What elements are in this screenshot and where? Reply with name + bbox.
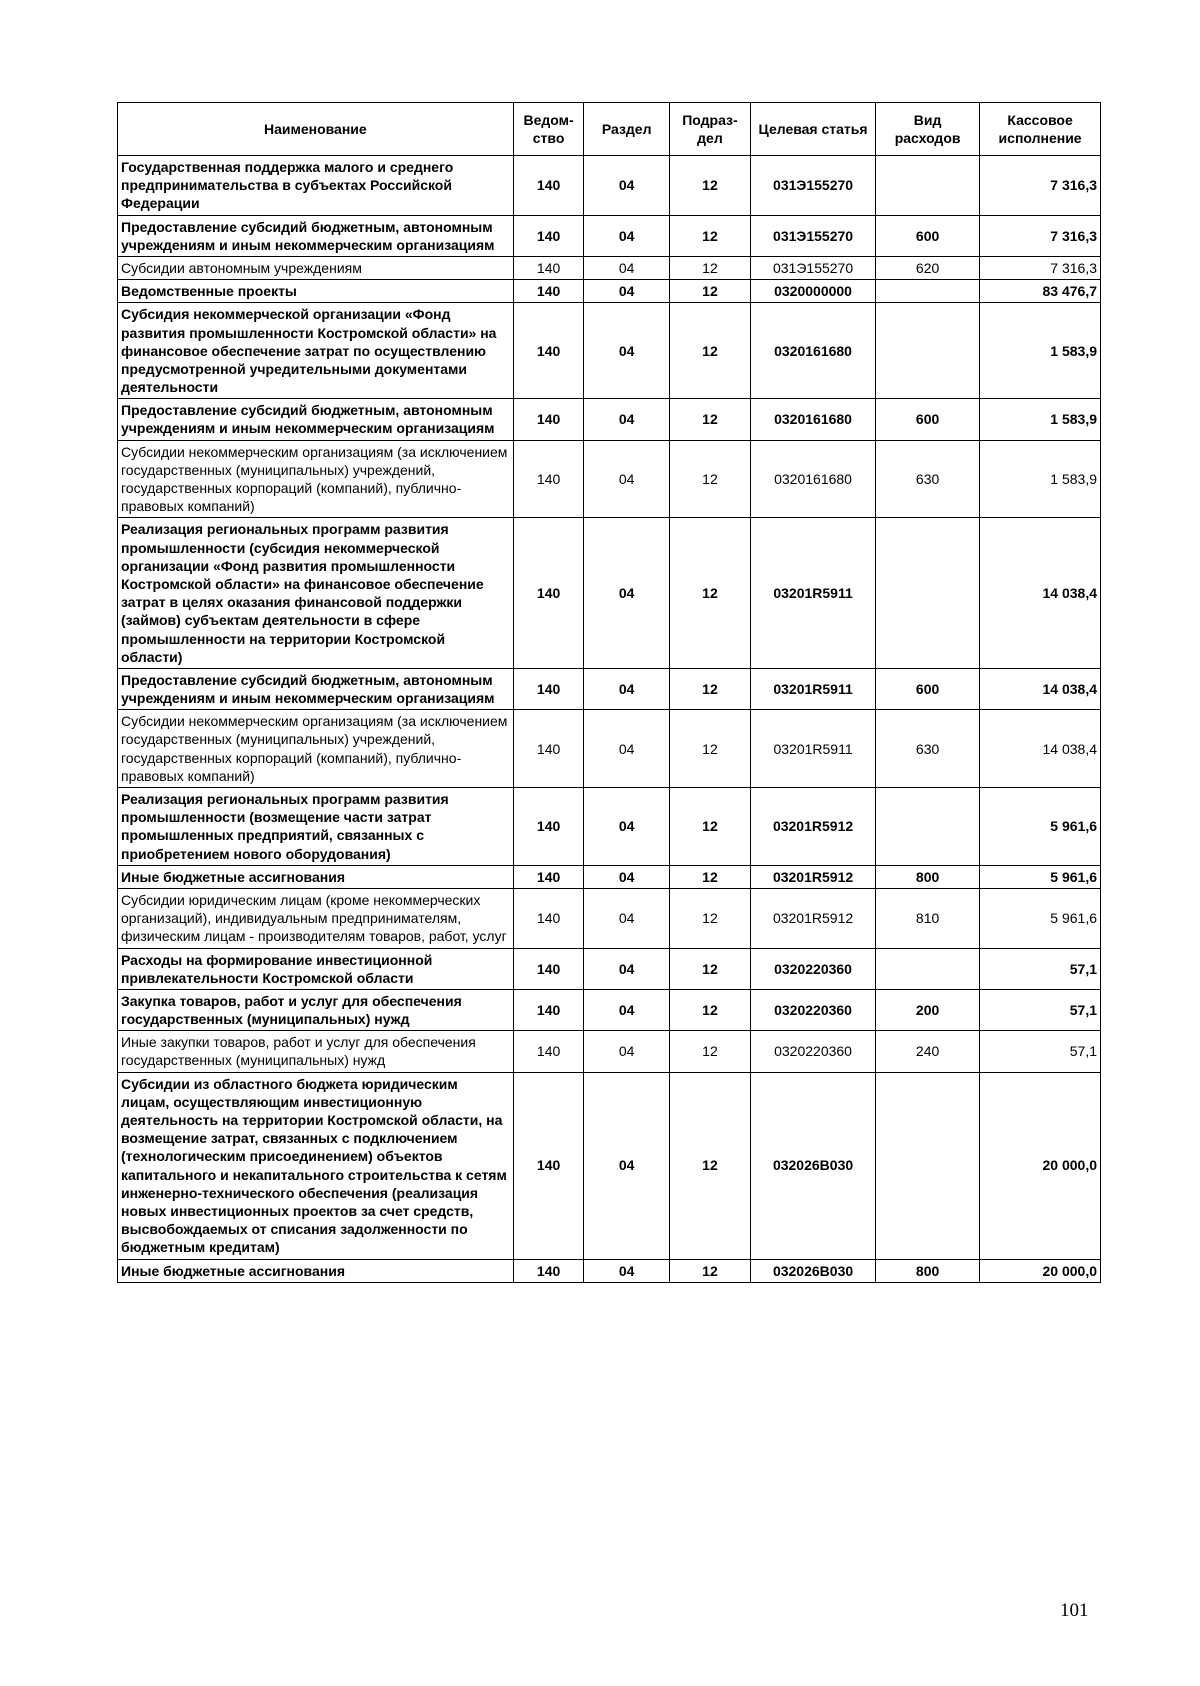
cell-podrazdel: 12 [669, 989, 750, 1030]
cell-cash-execution: 5 961,6 [980, 888, 1101, 948]
cell-razdel: 04 [584, 256, 669, 279]
table-row [118, 280, 1101, 303]
header-cash-execution: Кассовое исполнение [980, 103, 1101, 156]
cell-expense-type [876, 788, 980, 866]
cell-vedomstvo: 140 [513, 1259, 584, 1282]
cell-cash-execution: 5 961,6 [980, 865, 1101, 888]
cell-name: Субсидии юридическим лицам (кроме некоммерческих организаций), индивидуальным предпринимателям, физическим лицам - производителям товаров, работ, услуг [118, 888, 514, 948]
cell-target-article: 0320161680 [751, 440, 876, 518]
cell-podrazdel: 12 [669, 948, 750, 989]
cell-target-article: 03201R5912 [751, 788, 876, 866]
cell-cash-execution: 7 316,3 [980, 215, 1101, 256]
cell-vedomstvo: 140 [513, 668, 584, 709]
page-number: 101 [1060, 1600, 1089, 1621]
table-row [118, 668, 1101, 709]
cell-vedomstvo: 140 [513, 256, 584, 279]
cell-razdel: 04 [584, 518, 669, 669]
cell-name: Иные бюджетные ассигнования [118, 865, 514, 888]
cell-razdel: 04 [584, 1031, 669, 1072]
cell-expense-type [876, 280, 980, 303]
table-row [118, 518, 1101, 669]
cell-expense-type: 620 [876, 256, 980, 279]
cell-cash-execution: 1 583,9 [980, 440, 1101, 518]
cell-razdel: 04 [584, 888, 669, 948]
cell-name: Субсидии некоммерческим организациям (за исключением государственных (муниципальных) учреждений, государственных корпораций (компаний), публично-правовых компаний) [118, 440, 514, 518]
cell-target-article: 0320220360 [751, 948, 876, 989]
cell-target-article: 0320161680 [751, 303, 876, 399]
cell-expense-type [876, 518, 980, 669]
header-vedomstvo: Ведом-ство [513, 103, 584, 156]
table-row [118, 256, 1101, 279]
cell-target-article: 031Э155270 [751, 156, 876, 216]
cell-cash-execution: 7 316,3 [980, 156, 1101, 216]
table-row [118, 399, 1101, 440]
table-row [118, 865, 1101, 888]
table-row [118, 989, 1101, 1030]
cell-razdel: 04 [584, 989, 669, 1030]
table-row [118, 215, 1101, 256]
cell-expense-type: 630 [876, 710, 980, 788]
header-podrazdel: Подраз-дел [669, 103, 750, 156]
cell-podrazdel: 12 [669, 668, 750, 709]
cell-podrazdel: 12 [669, 518, 750, 669]
cell-podrazdel: 12 [669, 865, 750, 888]
cell-podrazdel: 12 [669, 256, 750, 279]
cell-target-article: 03201R5912 [751, 865, 876, 888]
table-row [118, 1072, 1101, 1259]
cell-vedomstvo: 140 [513, 303, 584, 399]
cell-razdel: 04 [584, 788, 669, 866]
cell-cash-execution: 57,1 [980, 948, 1101, 989]
cell-expense-type [876, 156, 980, 216]
cell-podrazdel: 12 [669, 215, 750, 256]
cell-expense-type [876, 303, 980, 399]
cell-vedomstvo: 140 [513, 710, 584, 788]
cell-target-article: 03201R5911 [751, 518, 876, 669]
cell-vedomstvo: 140 [513, 1031, 584, 1072]
cell-cash-execution: 7 316,3 [980, 256, 1101, 279]
header-target-article: Целевая статья [751, 103, 876, 156]
cell-expense-type: 200 [876, 989, 980, 1030]
cell-vedomstvo: 140 [513, 989, 584, 1030]
cell-target-article: 0320000000 [751, 280, 876, 303]
cell-expense-type: 240 [876, 1031, 980, 1072]
cell-name: Иные закупки товаров, работ и услуг для обеспечения государственных (муниципальных) нужд [118, 1031, 514, 1072]
cell-vedomstvo: 140 [513, 156, 584, 216]
cell-cash-execution: 20 000,0 [980, 1072, 1101, 1259]
cell-expense-type [876, 948, 980, 989]
cell-expense-type: 600 [876, 668, 980, 709]
cell-name: Реализация региональных программ развития промышленности (возмещение части затрат промышленных предприятий, связанных с приобретением нового оборудования) [118, 788, 514, 866]
header-row [118, 103, 1101, 156]
cell-target-article: 032026B030 [751, 1072, 876, 1259]
cell-razdel: 04 [584, 440, 669, 518]
cell-podrazdel: 12 [669, 888, 750, 948]
cell-vedomstvo: 140 [513, 888, 584, 948]
cell-razdel: 04 [584, 1259, 669, 1282]
cell-cash-execution: 5 961,6 [980, 788, 1101, 866]
table-row [118, 710, 1101, 788]
cell-razdel: 04 [584, 865, 669, 888]
cell-expense-type: 630 [876, 440, 980, 518]
table-row [118, 788, 1101, 866]
table-row [118, 303, 1101, 399]
cell-razdel: 04 [584, 948, 669, 989]
cell-name: Закупка товаров, работ и услуг для обеспечения государственных (муниципальных) нужд [118, 989, 514, 1030]
cell-razdel: 04 [584, 668, 669, 709]
cell-podrazdel: 12 [669, 1259, 750, 1282]
cell-target-article: 032026B030 [751, 1259, 876, 1282]
table-row [118, 1031, 1101, 1072]
cell-vedomstvo: 140 [513, 1072, 584, 1259]
cell-razdel: 04 [584, 156, 669, 216]
cell-expense-type: 800 [876, 865, 980, 888]
cell-name: Предоставление субсидий бюджетным, автономным учреждениям и иным некоммерческим организациям [118, 668, 514, 709]
cell-podrazdel: 12 [669, 1072, 750, 1259]
cell-vedomstvo: 140 [513, 215, 584, 256]
cell-name: Субсидии автономным учреждениям [118, 256, 514, 279]
budget-table [117, 102, 1101, 1283]
cell-vedomstvo: 140 [513, 518, 584, 669]
table-row [118, 888, 1101, 948]
cell-name: Ведомственные проекты [118, 280, 514, 303]
cell-cash-execution: 14 038,4 [980, 710, 1101, 788]
cell-vedomstvo: 140 [513, 865, 584, 888]
cell-vedomstvo: 140 [513, 948, 584, 989]
table-row [118, 1259, 1101, 1282]
header-expense-type: Вид расходов [876, 103, 980, 156]
cell-target-article: 03201R5911 [751, 710, 876, 788]
cell-target-article: 0320220360 [751, 1031, 876, 1072]
cell-cash-execution: 1 583,9 [980, 303, 1101, 399]
table-body [118, 156, 1101, 1283]
cell-razdel: 04 [584, 1072, 669, 1259]
cell-vedomstvo: 140 [513, 280, 584, 303]
cell-name: Государственная поддержка малого и среднего предпринимательства в субъектах Российской Федерации [118, 156, 514, 216]
cell-name: Расходы на формирование инвестиционной привлекательности Костромской области [118, 948, 514, 989]
cell-target-article: 03201R5911 [751, 668, 876, 709]
cell-cash-execution: 14 038,4 [980, 668, 1101, 709]
cell-razdel: 04 [584, 280, 669, 303]
cell-podrazdel: 12 [669, 280, 750, 303]
cell-target-article: 0320161680 [751, 399, 876, 440]
cell-podrazdel: 12 [669, 788, 750, 866]
cell-expense-type: 810 [876, 888, 980, 948]
cell-expense-type [876, 1072, 980, 1259]
cell-podrazdel: 12 [669, 399, 750, 440]
cell-expense-type: 800 [876, 1259, 980, 1282]
cell-vedomstvo: 140 [513, 399, 584, 440]
header-name: Наименование [118, 103, 514, 156]
cell-target-article: 031Э155270 [751, 215, 876, 256]
cell-podrazdel: 12 [669, 440, 750, 518]
table-row [118, 440, 1101, 518]
cell-vedomstvo: 140 [513, 440, 584, 518]
cell-name: Реализация региональных программ развития промышленности (субсидия некоммерческой организации «Фонд развития промышленности Костромской области» на финансовое обеспечение затрат в целях оказания финансовой поддержки (займов) субъектам деятельности в сфере промышленности на территории Костромской области) [118, 518, 514, 669]
cell-cash-execution: 83 476,7 [980, 280, 1101, 303]
cell-name: Предоставление субсидий бюджетным, автономным учреждениям и иным некоммерческим организациям [118, 399, 514, 440]
cell-razdel: 04 [584, 399, 669, 440]
cell-podrazdel: 12 [669, 156, 750, 216]
cell-cash-execution: 57,1 [980, 989, 1101, 1030]
cell-expense-type: 600 [876, 399, 980, 440]
table-row [118, 948, 1101, 989]
cell-name: Иные бюджетные ассигнования [118, 1259, 514, 1282]
cell-name: Предоставление субсидий бюджетным, автономным учреждениям и иным некоммерческим организациям [118, 215, 514, 256]
cell-podrazdel: 12 [669, 303, 750, 399]
cell-razdel: 04 [584, 215, 669, 256]
cell-target-article: 0320220360 [751, 989, 876, 1030]
cell-razdel: 04 [584, 710, 669, 788]
cell-podrazdel: 12 [669, 710, 750, 788]
cell-vedomstvo: 140 [513, 788, 584, 866]
cell-name: Субсидии из областного бюджета юридическим лицам, осуществляющим инвестиционную деятельность на территории Костромской области, на возмещение затрат, связанных с подключением (технологическим присоединением) объектов капитального и некапитального строительства к сетям инженерно-технического обеспечения (реализация новых инвестиционных проектов за счет средств, высвобождаемых от списания задолженности по бюджетным кредитам) [118, 1072, 514, 1259]
cell-cash-execution: 14 038,4 [980, 518, 1101, 669]
header-razdel: Раздел [584, 103, 669, 156]
cell-cash-execution: 1 583,9 [980, 399, 1101, 440]
cell-podrazdel: 12 [669, 1031, 750, 1072]
cell-cash-execution: 57,1 [980, 1031, 1101, 1072]
cell-target-article: 03201R5912 [751, 888, 876, 948]
cell-cash-execution: 20 000,0 [980, 1259, 1101, 1282]
table-row [118, 156, 1101, 216]
cell-name: Субсидии некоммерческим организациям (за исключением государственных (муниципальных) учреждений, государственных корпораций (компаний), публично-правовых компаний) [118, 710, 514, 788]
cell-name: Субсидия некоммерческой организации «Фонд развития промышленности Костромской области» на финансовое обеспечение затрат по осуществлению предусмотренной учредительными документами деятельности [118, 303, 514, 399]
cell-target-article: 031Э155270 [751, 256, 876, 279]
cell-expense-type: 600 [876, 215, 980, 256]
cell-razdel: 04 [584, 303, 669, 399]
